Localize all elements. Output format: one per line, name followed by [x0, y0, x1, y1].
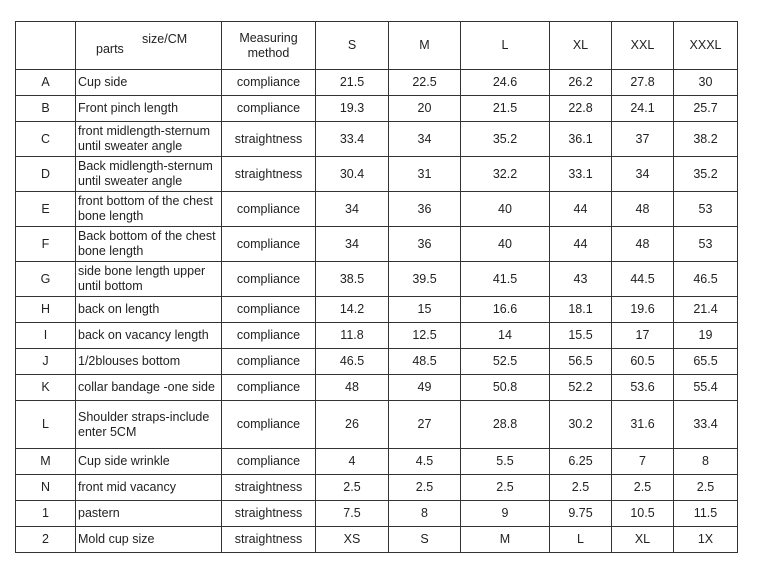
size-value: 30.2	[550, 401, 612, 449]
size-value: 9	[461, 501, 550, 527]
size-value: 6.25	[550, 449, 612, 475]
row-id: A	[16, 70, 76, 96]
size-value: XL	[612, 527, 674, 553]
measuring-method: compliance	[222, 96, 316, 122]
part-name: front bottom of the chest bone length	[76, 192, 222, 227]
size-value: 17	[612, 323, 674, 349]
size-value: 34	[316, 192, 389, 227]
size-value: 48	[612, 192, 674, 227]
size-value: 48	[316, 375, 389, 401]
row-id: F	[16, 227, 76, 262]
measuring-method: compliance	[222, 449, 316, 475]
part-name: Cup side	[76, 70, 222, 96]
size-value: 7	[612, 449, 674, 475]
measuring-method: compliance	[222, 227, 316, 262]
size-value: 1X	[674, 527, 738, 553]
size-value: 14	[461, 323, 550, 349]
size-value: 39.5	[389, 262, 461, 297]
size-value: 41.5	[461, 262, 550, 297]
table-row	[16, 157, 738, 192]
measuring-method: compliance	[222, 349, 316, 375]
size-value: 35.2	[674, 157, 738, 192]
size-header: XL	[550, 22, 612, 70]
size-value: 31	[389, 157, 461, 192]
size-value: 33.4	[316, 122, 389, 157]
part-name: back on vacancy length	[76, 323, 222, 349]
size-value: 36.1	[550, 122, 612, 157]
size-value: 53.6	[612, 375, 674, 401]
size-value: 40	[461, 192, 550, 227]
part-name: side bone length upper until bottom	[76, 262, 222, 297]
size-value: 32.2	[461, 157, 550, 192]
size-value: 14.2	[316, 297, 389, 323]
size-value: 4.5	[389, 449, 461, 475]
size-value: 44.5	[612, 262, 674, 297]
size-value: 56.5	[550, 349, 612, 375]
table-row	[16, 323, 738, 349]
size-value: 18.1	[550, 297, 612, 323]
size-value: 11.5	[674, 501, 738, 527]
size-value: 5.5	[461, 449, 550, 475]
size-header: S	[316, 22, 389, 70]
row-id: G	[16, 262, 76, 297]
size-value: 7.5	[316, 501, 389, 527]
measuring-method: compliance	[222, 375, 316, 401]
size-value: 4	[316, 449, 389, 475]
size-value: 24.6	[461, 70, 550, 96]
table-row	[16, 192, 738, 227]
size-value: 21.5	[316, 70, 389, 96]
parts-label: parts	[96, 42, 124, 56]
part-name: Mold cup size	[76, 527, 222, 553]
size-value: 48.5	[389, 349, 461, 375]
size-value: 10.5	[612, 501, 674, 527]
measuring-method: straightness	[222, 501, 316, 527]
table-row	[16, 527, 738, 553]
measuring-method: straightness	[222, 157, 316, 192]
size-value: 8	[674, 449, 738, 475]
table-row	[16, 475, 738, 501]
table-row	[16, 297, 738, 323]
size-value: 2.5	[674, 475, 738, 501]
size-value: 22.8	[550, 96, 612, 122]
part-name: front mid vacancy	[76, 475, 222, 501]
row-id: 2	[16, 527, 76, 553]
header-row	[16, 22, 738, 70]
row-id: C	[16, 122, 76, 157]
row-id: J	[16, 349, 76, 375]
size-value: 46.5	[674, 262, 738, 297]
part-name: front midlength-sternum until sweater angle	[76, 122, 222, 157]
size-header: M	[389, 22, 461, 70]
measuring-method: compliance	[222, 297, 316, 323]
measuring-method: straightness	[222, 527, 316, 553]
row-id: D	[16, 157, 76, 192]
part-name: Cup side wrinkle	[76, 449, 222, 475]
row-id: I	[16, 323, 76, 349]
header-id-cell	[16, 22, 76, 70]
size-value: 19	[674, 323, 738, 349]
size-value: 35.2	[461, 122, 550, 157]
size-value: 43	[550, 262, 612, 297]
measuring-method: compliance	[222, 401, 316, 449]
size-value: L	[550, 527, 612, 553]
size-value: 12.5	[389, 323, 461, 349]
size-value: 2.5	[316, 475, 389, 501]
part-name: Back midlength-sternum until sweater angle	[76, 157, 222, 192]
size-value: 49	[389, 375, 461, 401]
size-value: 36	[389, 192, 461, 227]
size-value: 9.75	[550, 501, 612, 527]
size-value: 2.5	[461, 475, 550, 501]
table-row	[16, 122, 738, 157]
method-header: Measuring method	[222, 22, 316, 70]
size-value: 19.3	[316, 96, 389, 122]
size-chart-table	[15, 21, 738, 553]
part-name: Front pinch length	[76, 96, 222, 122]
table-row	[16, 501, 738, 527]
table-row	[16, 96, 738, 122]
size-value: 21.4	[674, 297, 738, 323]
size-value: 8	[389, 501, 461, 527]
measuring-method: straightness	[222, 122, 316, 157]
size-value: 21.5	[461, 96, 550, 122]
size-value: 20	[389, 96, 461, 122]
size-value: 50.8	[461, 375, 550, 401]
measuring-method: compliance	[222, 192, 316, 227]
part-name: Shoulder straps-include enter 5CM	[76, 401, 222, 449]
table-row	[16, 227, 738, 262]
size-value: 48	[612, 227, 674, 262]
header-parts-cell	[76, 22, 222, 70]
size-value: 38.5	[316, 262, 389, 297]
size-value: 15	[389, 297, 461, 323]
size-value: 34	[389, 122, 461, 157]
row-id: K	[16, 375, 76, 401]
size-value: S	[389, 527, 461, 553]
size-value: 46.5	[316, 349, 389, 375]
row-id: B	[16, 96, 76, 122]
measuring-method: compliance	[222, 262, 316, 297]
part-name: back on length	[76, 297, 222, 323]
measuring-method: straightness	[222, 475, 316, 501]
size-value: 25.7	[674, 96, 738, 122]
row-id: N	[16, 475, 76, 501]
table-row	[16, 375, 738, 401]
size-header: XXXL	[674, 22, 738, 70]
table-row	[16, 349, 738, 375]
size-value: 53	[674, 227, 738, 262]
size-value: 26	[316, 401, 389, 449]
part-name: 1/2blouses bottom	[76, 349, 222, 375]
table-row	[16, 401, 738, 449]
size-header: L	[461, 22, 550, 70]
size-value: 30	[674, 70, 738, 96]
size-value: 44	[550, 227, 612, 262]
size-value: 30.4	[316, 157, 389, 192]
size-value: 27	[389, 401, 461, 449]
table-row	[16, 449, 738, 475]
table-row	[16, 262, 738, 297]
size-value: 33.1	[550, 157, 612, 192]
size-value: 2.5	[612, 475, 674, 501]
size-value: 26.2	[550, 70, 612, 96]
size-value: 52.5	[461, 349, 550, 375]
size-value: 2.5	[550, 475, 612, 501]
size-value: 53	[674, 192, 738, 227]
part-name: Back bottom of the chest bone length	[76, 227, 222, 262]
size-value: 31.6	[612, 401, 674, 449]
table-row	[16, 70, 738, 96]
size-value: 2.5	[389, 475, 461, 501]
measuring-method: compliance	[222, 70, 316, 96]
size-header: XXL	[612, 22, 674, 70]
size-value: 44	[550, 192, 612, 227]
size-value: 55.4	[674, 375, 738, 401]
row-id: 1	[16, 501, 76, 527]
size-value: 52.2	[550, 375, 612, 401]
size-value: 37	[612, 122, 674, 157]
size-value: XS	[316, 527, 389, 553]
size-value: 16.6	[461, 297, 550, 323]
size-value: 24.1	[612, 96, 674, 122]
size-value: 34	[612, 157, 674, 192]
size-value: 22.5	[389, 70, 461, 96]
size-value: 36	[389, 227, 461, 262]
part-name: pastern	[76, 501, 222, 527]
size-value: 65.5	[674, 349, 738, 375]
size-value: 19.6	[612, 297, 674, 323]
size-value: M	[461, 527, 550, 553]
size-value: 60.5	[612, 349, 674, 375]
size-value: 38.2	[674, 122, 738, 157]
row-id: M	[16, 449, 76, 475]
size-unit-label: size/CM	[142, 32, 188, 46]
size-value: 33.4	[674, 401, 738, 449]
size-value: 28.8	[461, 401, 550, 449]
size-value: 15.5	[550, 323, 612, 349]
size-value: 27.8	[612, 70, 674, 96]
size-value: 34	[316, 227, 389, 262]
row-id: H	[16, 297, 76, 323]
size-value: 40	[461, 227, 550, 262]
size-value: 11.8	[316, 323, 389, 349]
measuring-method: compliance	[222, 323, 316, 349]
row-id: L	[16, 401, 76, 449]
row-id: E	[16, 192, 76, 227]
part-name: collar bandage -one side	[76, 375, 222, 401]
